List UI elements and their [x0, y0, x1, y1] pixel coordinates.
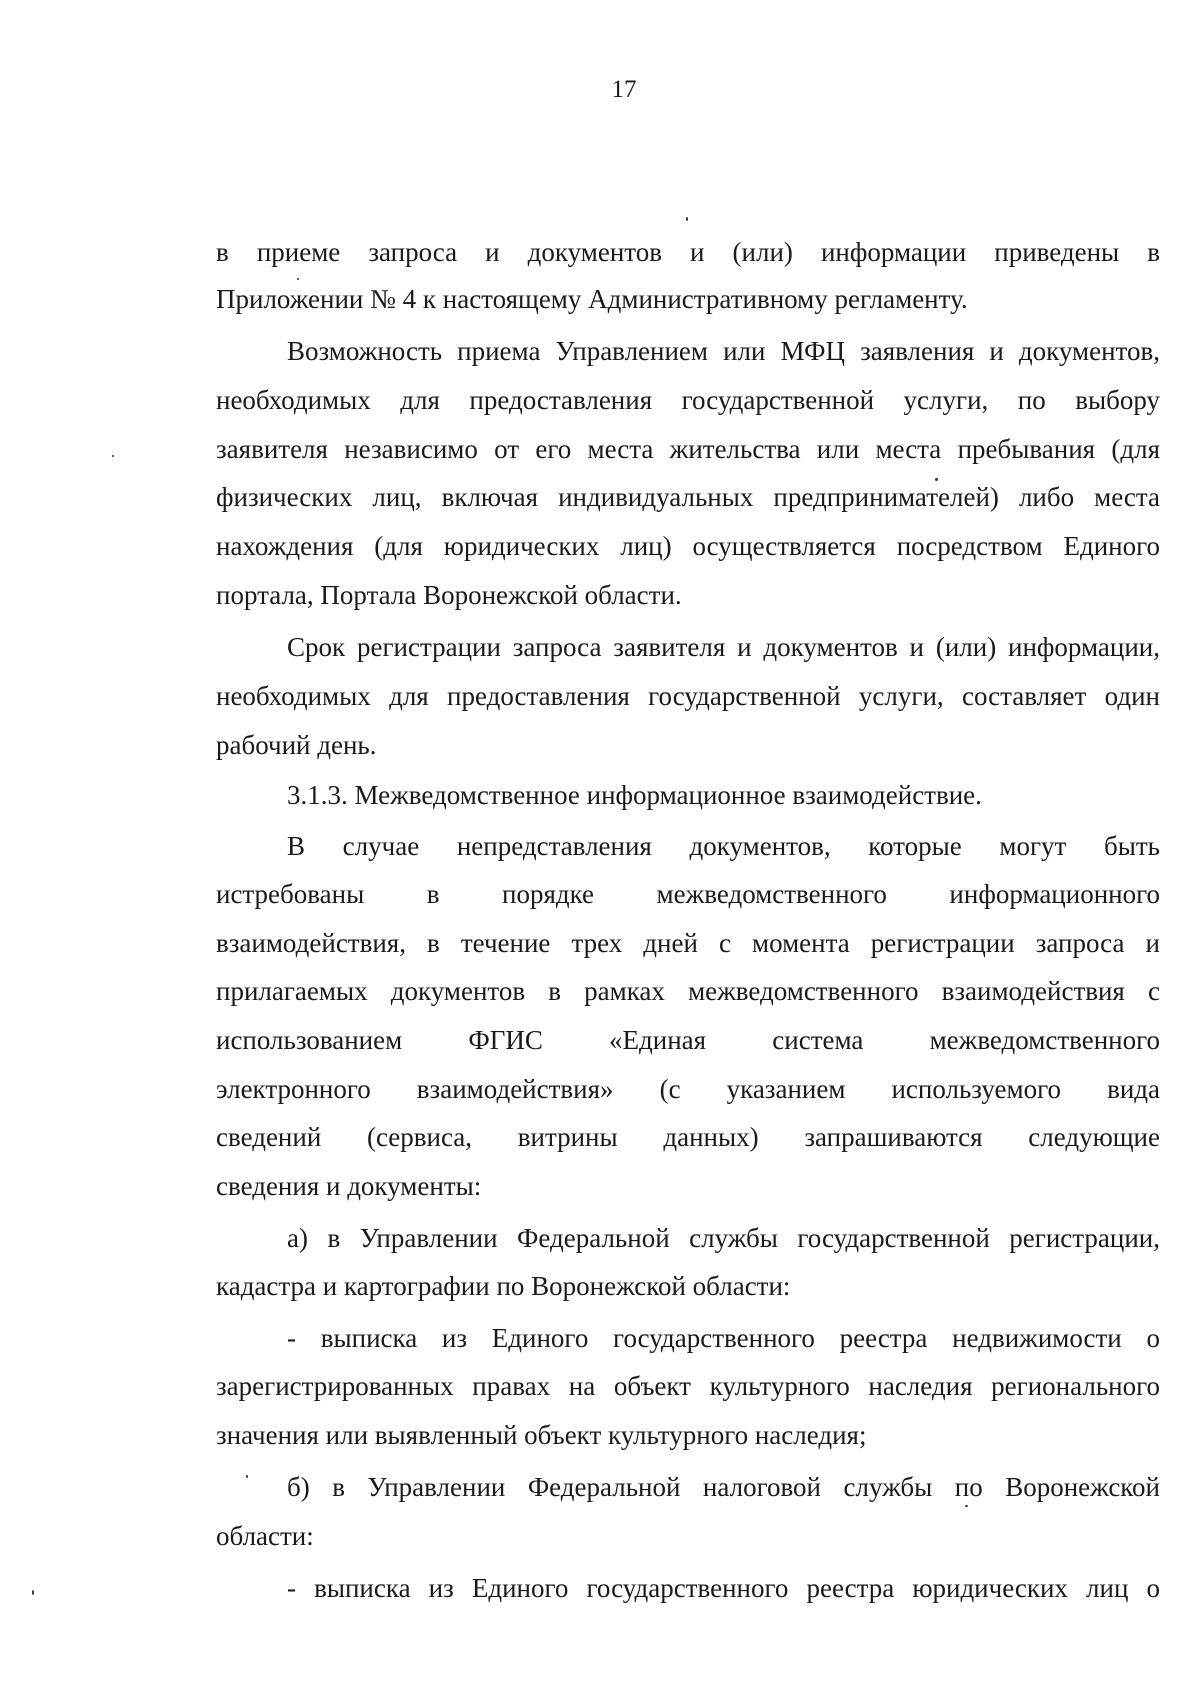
- text-line: области:: [216, 1521, 314, 1551]
- text-line: истребованы в порядке межведомственного информационного: [216, 879, 1160, 909]
- text-line: - выписка из Единого государственного реестра юридических лиц о: [287, 1573, 1160, 1603]
- scan-speck: [965, 1505, 968, 1507]
- text-line: Срок регистрации запроса заявителя и документов и (или) информации,: [287, 632, 1160, 662]
- page-number: 17: [611, 76, 637, 103]
- text-line: физических лиц, включая индивидуальных предпринимателей) либо места: [216, 482, 1160, 512]
- scan-speck: [935, 478, 938, 481]
- text-line: необходимых для предоставления государственной услуги, по выбору: [216, 385, 1160, 415]
- text-line: сведений (сервиса, витрины данных) запрашиваются следующие: [216, 1122, 1160, 1152]
- text-line: Возможность приема Управлением или МФЦ заявления и документов,: [287, 336, 1160, 366]
- scan-speck: [297, 278, 299, 280]
- text-line: необходимых для предоставления государственной услуги, составляет один: [216, 681, 1160, 711]
- text-line: - выписка из Единого государственного реестра недвижимости о: [287, 1323, 1160, 1353]
- text-line: значения или выявленный объект культурного наследия;: [216, 1420, 867, 1450]
- text-line: портала, Портала Воронежской области.: [216, 580, 682, 610]
- text-line: зарегистрированных правах на объект культурного наследия регионального: [216, 1371, 1160, 1401]
- text-line: использованием ФГИС «Единая система межведомственного: [216, 1025, 1160, 1055]
- text-line: взаимодействия, в течение трех дней с момента регистрации запроса и: [216, 928, 1160, 958]
- section-heading: 3.1.3. Межведомственное информационное взаимодействие.: [287, 780, 982, 810]
- text-line: а) в Управлении Федеральной службы государственной регистрации,: [287, 1223, 1160, 1253]
- text-line: сведения и документы:: [216, 1171, 482, 1201]
- text-line: заявителя независимо от его места жительства или места пребывания (для: [216, 434, 1160, 464]
- scan-speck: [112, 455, 114, 457]
- text-line: Приложении № 4 к настоящему Административному регламенту.: [216, 284, 968, 314]
- text-line: б) в Управлении Федеральной налоговой службы по Воронежской: [287, 1472, 1160, 1502]
- text-line: нахождения (для юридических лиц) осуществляется посредством Единого: [216, 531, 1160, 561]
- scan-speck: [32, 1590, 34, 1595]
- text-line: кадастра и картографии по Воронежской области:: [216, 1271, 791, 1301]
- text-line: в приеме запроса и документов и (или) информации приведены в: [216, 237, 1160, 267]
- scan-speck: [686, 217, 688, 221]
- text-line: прилагаемых документов в рамках межведомственного взаимодействия с: [216, 976, 1160, 1006]
- text-line: В случае непредставления документов, которые могут быть: [287, 831, 1160, 861]
- text-line: электронного взаимодействия» (с указанием используемого вида: [216, 1074, 1160, 1104]
- text-line: рабочий день.: [216, 730, 377, 760]
- scan-speck: [246, 1475, 248, 1478]
